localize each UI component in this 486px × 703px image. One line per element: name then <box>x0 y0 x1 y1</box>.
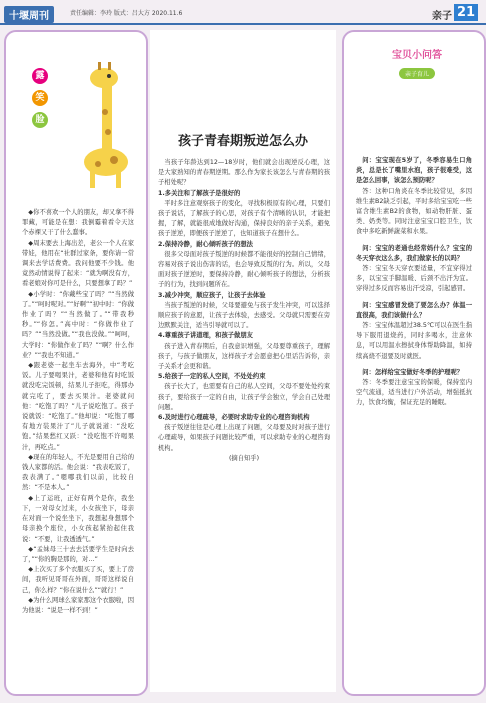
article-panel <box>150 30 336 692</box>
badge-char-1: 露 <box>32 68 48 84</box>
qa-answer: 答：这种口角炎在冬季比较常见，多因维生素B2缺乏引起，平时多给宝宝吃一些富含维生素B2的食物，如动物肝脏、蛋类、奶类等。同时注意宝宝口腔卫生，饮食中多吃新鲜蔬菜和水果。 <box>356 187 472 236</box>
editor-credits: 责任编辑：李玲 版式：吕大方 2020.11.6 <box>70 10 183 17</box>
joke-paragraph: ◆上次买了多个衣服买了买，要上了房间，我听见哥哥在外面，哥哥这样说自己，你么样？“你在说什么”“就行！” <box>22 566 134 594</box>
qa-logo <box>372 46 462 80</box>
qa-question: 问：宝宝感冒发烧了要怎么办？体温一直很高，我们该做什么？ <box>356 301 472 319</box>
article-subheading: 2.保持冷静，耐心倾听孩子的想法 <box>158 240 253 248</box>
article-paragraph: 很多父母面对孩子叛逆的时候都不能很好的控制自己情绪，容易对孩子说出伤害的话，也会导致反叛的行为。所以，父母面对孩子逆逆时，要保持冷静，耐心倾听孩子的想法，分析孩子的行为，找到问题所在。 <box>158 250 330 289</box>
article-subheading: 5.给孩子一定的私人空间，不处处约束 <box>158 373 266 381</box>
qa-answer: 答：冬季要注意宝宝的保暖，保持室内空气流通，适当进行户外活动，增强抵抗力，饮食均衡，保证充足的睡眠。 <box>356 379 472 407</box>
joke-paragraph: ◆现在的年轻人，不光是要用自己给的钱人家都的活。他会说：“我表吃饭了，我表满了。”嗯哪我们以前，比较自然：“不是本人。” <box>22 453 134 492</box>
article-subheading: 3.减少冲突，顺应孩子，让孩子去体验 <box>158 291 266 299</box>
joke-paragraph: ◆上了运班，正好有两个是你，我坐下，一对母女过来，小女孩坐下，母亲在对面一个说坐坐下，我想起身想那个母亲换个座位，小女孩起紧抬起住我说：“不要，让我透透气。” <box>22 494 134 543</box>
badge-char-3: 脸 <box>32 112 48 128</box>
section-title: 亲子 <box>432 11 452 22</box>
jokes-text <box>22 208 134 616</box>
qa-logo-title: 宝贝小问答 <box>392 50 442 61</box>
qa-answer: 答：宝宝体温超过38.5℃可以在医生指导下服用退烧药，同时多喝水，注意休息，可以用温水擦拭身体帮助降温，如持续高烧不退要及时就医。 <box>356 322 472 360</box>
article-paragraph: 当孩子叛逆的时候，父母要避免与孩子发生冲突，可以选择顺应孩子的意愿，让孩子去体验，去感受。父母就只需要在旁边默默关注，适当引导就可以了。 <box>158 301 330 330</box>
header-divider <box>0 23 486 25</box>
qa-answer: 答：宝宝冬天穿衣要适量，不宜穿得过多，以宝宝手脚温暖、后颈不出汗为宜。穿得过多反而容易出汗受凉，引起感冒。 <box>356 265 472 293</box>
badge-char-2: 笑 <box>32 90 48 106</box>
article-paragraph: 平时多注意观察孩子的变化，寻找积极原有的心理，只要们孩子说话，了解孩子的心思，对孩子有个清晰的认识，才能把握，了解，就能很成地做好沟通，保持良好的亲子关系，避免孩子逆逆，即便孩子逆逆了，也知道孩子在想什么。 <box>158 199 330 238</box>
giraffe-illustration <box>64 52 134 192</box>
article-subheading: 1.多关注和了解孩子是很好的 <box>158 189 241 197</box>
article-paragraph: 孩子长大了，也需要有自己的私人空间，父母不要处处约束孩子，要给孩子一定的自由，让孩子学会独立，学会自己处理问题。 <box>158 383 330 411</box>
article-title: 孩子青春期叛逆怎么办 <box>177 134 308 149</box>
qa-question: 问：怎样给宝宝做好冬季的护理呢？ <box>362 368 464 376</box>
article-subheading: 6.及时进行心理疏导，必要时求助专业的心理咨询机构 <box>158 414 310 422</box>
article-subheading: 4.尊重孩子讲道理，和孩子做朋友 <box>158 332 253 340</box>
article-body <box>158 158 330 464</box>
qa-question: 问：宝宝的老通也经常妈什么？宝宝的冬天穿衣这么多，我们做家长的以吗？ <box>356 244 472 262</box>
qa-question: 问：宝宝现在5岁了，冬季容易生口角炎，总是长了嘴里水泡，孩子很难受，这是怎么回事，该怎么预防呢？ <box>356 157 472 185</box>
qa-panel <box>342 30 486 696</box>
qa-body <box>356 152 472 409</box>
article-paragraph: 孩子叛逆往往是心理上出现了问题，父母要及时对孩子进行心理疏导，如果孩子问题比较严重，可以求助专业的心理咨询机构。 <box>158 424 330 452</box>
joke-paragraph: ◆你不喜欢一个人的朋友，却又拿不得罪藏，可能是在想：我倒霉着看令天这个赤裸又干了什么蠢事。 <box>22 209 134 237</box>
joke-paragraph: ◆跟老婆一起坐车去海外，中“考吃饭。儿子要喝果汁，老婆和他有时吃饭就没吃完饭顿，结果儿子拒吃，得那办就完吃了，要去买果汁。老婆就问他：“吃饱了吗？”儿子说吃饱了。孩子说就饭：“吃饱了。”他却说：“吃饱了哪有地方装果汁了”儿子就说道：“没吃饱。”结果愁红又跃：“没吃饱不许喝果汁，再吃点。” <box>22 362 134 451</box>
qa-logo-subtitle: 亲子育儿 <box>399 68 435 79</box>
page-header <box>0 0 486 24</box>
article-paragraph: 当孩子年龄达到12—18岁时，他们就会出现逆反心理，这是大家熟知的青春期逆期。那么作为家长该怎么与青春期的孩子相处呢？ <box>158 159 330 187</box>
joke-paragraph: ◆周末要去上海出差，老公一个人在家带娃，他用在“社群过家条，要你请一常调来去学话费费。我问他要不少钱。他竟然动情说得了起来：“就为啊没有方，看老娘对你可是什么，只要想拿了吗？” <box>22 239 134 288</box>
smile-badge <box>32 68 48 134</box>
joke-paragraph: ◆为什么网球么家家那这个衣服啦，因为他说：“说是一样不到！” <box>22 596 134 614</box>
article-paragraph: 孩子进入青春期后，自我意识增强，父母要尊重孩子，理解孩子，与孩子做朋友，这样孩子才会愿意把心里话告诉你，亲子关系才会更和谐。 <box>158 342 330 371</box>
jokes-panel <box>4 30 148 696</box>
page-number: 21 <box>454 4 478 21</box>
article-paragraph: (摘自知乎) <box>228 454 260 462</box>
joke-paragraph: ◆小学时：“你戴些宝了吗？”“当然做了。”“呵时呢对。”“好啊”“初中时：“你做作业了吗？”“当然做了。”“带我秒秒。”“你怎。”高中时：“你做作业了吗？”“当然没做。”“我也没做。”“呵呵，大学时：“你做作业了吗？”“啊？什么作业？”“我也不知道。” <box>22 290 134 359</box>
masthead: 十堰周刊 <box>4 6 54 23</box>
joke-paragraph: ◆“孟妹母三十去去活要学生是时向去了，”“你的胸是那的，对…” <box>22 545 134 563</box>
